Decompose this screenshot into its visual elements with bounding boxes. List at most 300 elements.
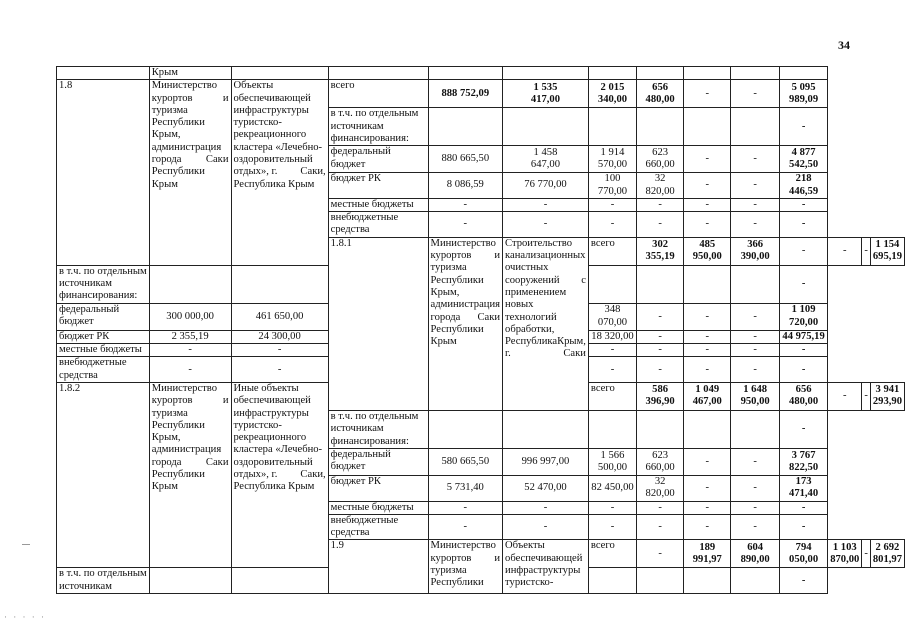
cell-line: администрация (151, 141, 222, 153)
federal-value-6 (731, 448, 780, 475)
federal-value-5 (684, 448, 731, 475)
cell-line: - (753, 310, 757, 322)
cell-line: 656 (652, 81, 669, 93)
cell-line: Крым, (430, 286, 460, 298)
cell-line: - (705, 455, 710, 467)
cell-line: Строительство (505, 237, 572, 249)
cell-line: бюджет (330, 158, 366, 170)
extra-value-1: - (428, 212, 502, 238)
local-value-3: - (588, 198, 636, 211)
rk-value-1: 2 355,19 (149, 330, 231, 343)
empty-cell (503, 108, 589, 146)
local-value-7: - (779, 501, 827, 514)
cell-line: инфраструктуры (233, 104, 309, 116)
rk-value-4: 32 820,00 (637, 475, 684, 501)
total-value-4 (779, 382, 827, 410)
cell-line: 050,00 (789, 553, 819, 565)
federal-value-1 (428, 448, 502, 475)
cell-line: бюджет (330, 461, 366, 473)
item-number: 1.8 (57, 80, 150, 265)
cell-line: Крым (430, 336, 457, 348)
cell-line: 880 665,50 (441, 153, 490, 165)
fin-label-incl (57, 568, 150, 594)
local-value-5: - (684, 501, 731, 514)
cell-line: применением новых (505, 286, 567, 311)
cell-line: - (864, 547, 868, 559)
cell-line: Министерство (151, 80, 218, 92)
local-value-6: - (731, 501, 780, 514)
fin-label-rk: бюджет РК (57, 330, 150, 343)
rk-value-4: - (637, 330, 684, 343)
cell-line: 950,00 (740, 396, 770, 408)
cell-line: Республики (151, 166, 205, 178)
local-value-4: - (637, 198, 684, 211)
responsible-org (149, 382, 231, 567)
scan-artifact: · · · · · (4, 612, 46, 622)
cell-line: 656 (795, 384, 812, 396)
cell-line: средства (330, 224, 370, 236)
cell-line: Республики (430, 577, 484, 589)
local-value-1: - (149, 344, 231, 357)
total-value-2 (684, 540, 731, 568)
item-number: 1.8.1 (328, 237, 428, 410)
fin-label-extra (328, 212, 428, 238)
local-value-1: - (428, 501, 502, 514)
federal-value-4 (637, 303, 684, 330)
cell-line: в т.ч. по отдельным (59, 265, 147, 277)
extra-value-4: - (637, 212, 684, 238)
empty-cell (231, 568, 328, 594)
extra-value-5: - (684, 514, 731, 540)
extra-value-7: - (779, 212, 827, 238)
cell-line: 4 877 (791, 147, 816, 158)
cell-line: обеспечивающей (505, 552, 583, 564)
cell-line: источникам (59, 580, 112, 592)
cell-line: курортов и (151, 92, 229, 104)
federal-value-3 (588, 448, 636, 475)
total-value-1 (637, 540, 684, 568)
cell-line: 348 070,00 (597, 304, 628, 328)
extra-value-3: - (588, 357, 636, 383)
extra-value-6: - (731, 212, 780, 238)
incl-dash: - (779, 108, 827, 146)
cell-line: курортов и (430, 250, 501, 262)
object-name (503, 237, 589, 410)
cell-line: 822,50 (789, 461, 819, 473)
cell-line: средства (59, 369, 98, 381)
local-value-4: - (637, 344, 684, 357)
extra-value-5: - (684, 357, 731, 383)
cell-line: обеспечивающей (233, 92, 311, 104)
federal-value-5 (684, 146, 731, 173)
cell-line: финансирования: (59, 290, 138, 302)
empty-cell (231, 67, 328, 80)
extra-value-6: - (731, 514, 780, 540)
total-value-5 (828, 237, 862, 265)
cell-line: туризма (151, 407, 188, 419)
local-value-5: - (684, 344, 731, 357)
cell-line: оздоровительный (233, 456, 313, 468)
cell-line: курортов и (430, 552, 501, 564)
rk-value-7: 44 975,19 (779, 330, 827, 343)
cell-line: обработки, (505, 323, 555, 335)
margin-mark (22, 544, 30, 545)
cell-line: туризма (430, 262, 467, 274)
cell-line: Объекты (505, 540, 545, 552)
cell-line: - (705, 310, 710, 322)
cell-line: 580 665,50 (441, 455, 490, 467)
total-value-6 (862, 382, 871, 410)
total-value-7 (870, 382, 904, 410)
total-value-6 (731, 80, 780, 108)
rk-value-3: 18 320,00 (588, 330, 636, 343)
cell-line: кластера «Лечебно- (233, 444, 323, 456)
empty-cell (588, 108, 636, 146)
cell-line: инфраструктуры (233, 407, 309, 419)
cell-line: в т.ч. по отдельным (330, 108, 419, 120)
cell-line: отдых», г. Саки, (233, 469, 326, 481)
local-value-3: - (588, 501, 636, 514)
object-name (503, 540, 589, 594)
cell-line: 794 (795, 541, 812, 553)
fin-label-incl (57, 265, 150, 303)
empty-cell (684, 67, 731, 80)
cell-line: 189 991,97 (692, 541, 722, 565)
cell-line: туристско- (233, 419, 282, 431)
federal-value-7 (779, 448, 827, 475)
total-value-4 (637, 80, 684, 108)
cell-line: в т.ч. по отдельным (330, 410, 419, 422)
local-value-2: - (503, 198, 589, 211)
cell-line: источникам (59, 278, 112, 290)
total-value-3 (731, 540, 780, 568)
fin-label-total: всего (588, 382, 636, 410)
total-value-5 (684, 80, 731, 108)
extra-value-6: - (731, 357, 780, 383)
cell-line: внебюджетные (59, 357, 127, 369)
cell-line: 989,09 (789, 93, 819, 105)
empty-cell (637, 265, 684, 303)
empty-cell (503, 410, 589, 448)
cell-line: 660,00 (645, 461, 675, 473)
responsible-org (428, 237, 502, 410)
cell-line: 2 692 (875, 541, 900, 553)
cell-line: г. Саки (505, 348, 586, 360)
cell-line: финансирования: (330, 435, 409, 447)
rk-value-6: - (731, 330, 780, 343)
extra-value-1: - (428, 514, 502, 540)
federal-value-3 (588, 303, 636, 330)
cell-line: - (705, 153, 710, 165)
fin-label-extra (57, 357, 150, 383)
cell-line: 604 890,00 (740, 541, 770, 565)
cell-line: 366 390,00 (740, 238, 770, 263)
cell-line: внебюджетные (330, 514, 399, 526)
cell-line: 870,00 (830, 553, 860, 565)
cell-line: - (842, 245, 847, 257)
local-value-2: - (503, 501, 589, 514)
rk-value-2: 52 470,00 (503, 475, 589, 501)
cell-line: 302 355,19 (645, 238, 675, 263)
rk-value-1: 5 731,40 (428, 475, 502, 501)
cell-line: 461 650,00 (255, 310, 304, 322)
cell-line: 500,00 (597, 461, 628, 473)
item-number: 1.8.2 (57, 382, 150, 567)
cell-line: Объекты (233, 80, 274, 92)
total-value-3 (731, 237, 780, 265)
rk-value-6: - (731, 173, 780, 199)
empty-cell (328, 67, 428, 80)
extra-value-7: - (779, 514, 827, 540)
cell-line: - (658, 547, 662, 559)
extra-value-7: - (779, 357, 827, 383)
fin-label-total: всего (328, 80, 428, 108)
cell-line: - (753, 153, 757, 165)
fin-label-rk: бюджет РК (328, 475, 428, 501)
empty-cell (637, 108, 684, 146)
total-value-4 (779, 540, 827, 568)
fin-label-extra (328, 514, 428, 540)
empty-cell (428, 108, 502, 146)
cell-line: 623 (652, 147, 669, 158)
incl-dash: - (779, 410, 827, 448)
cell-line: 480,00 (645, 93, 675, 105)
cell-line: в т.ч. по отдельным (59, 568, 147, 580)
empty-cell (588, 265, 636, 303)
empty-cell (231, 265, 328, 303)
cell-line: Иные объекты (233, 382, 299, 394)
local-value-2: - (231, 344, 328, 357)
rk-value-5: - (684, 173, 731, 199)
cell-line: 660,00 (645, 159, 675, 171)
empty-cell (731, 67, 780, 80)
federal-value-2 (503, 146, 589, 173)
cell-line: 996 997,00 (521, 455, 570, 467)
cell-line: 801,97 (872, 553, 902, 565)
federal-value-1 (149, 303, 231, 330)
cell-line: 300 000,00 (166, 310, 214, 322)
total-value-2 (684, 237, 731, 265)
object-name (231, 80, 328, 265)
empty-cell (684, 410, 731, 448)
empty-cell (428, 67, 502, 80)
cell-line: города Саки (430, 311, 501, 323)
fin-label-federal (328, 146, 428, 173)
cell-line: финансирования: (330, 132, 409, 144)
extra-value-5: - (684, 212, 731, 238)
cell-line: Республики (151, 117, 205, 129)
cell-line: 1 154 (875, 238, 900, 250)
cell-line: Республики (430, 274, 484, 286)
item-number: 1.9 (328, 540, 428, 594)
total-value-2 (684, 382, 731, 410)
extra-value-2: - (503, 514, 589, 540)
total-value-2 (503, 80, 589, 108)
cell-line: Крым, (151, 129, 181, 141)
extra-value-3: - (588, 514, 636, 540)
org-cell: Крым (149, 67, 231, 80)
empty-cell (731, 108, 780, 146)
cell-line: 1 566 (600, 449, 625, 461)
cell-line: туризма (151, 104, 188, 116)
cell-line: - (658, 310, 662, 322)
rk-value-7: 218 446,59 (779, 173, 827, 199)
cell-line: 542,50 (789, 159, 819, 171)
cell-line: 485 950,00 (692, 238, 722, 263)
local-value-1: - (428, 198, 502, 211)
cell-line: 480,00 (789, 396, 819, 408)
cell-line: 467,00 (692, 396, 722, 408)
cell-line: Министерство (430, 540, 496, 552)
cell-line: средства (330, 527, 370, 539)
empty-cell (588, 67, 636, 80)
cell-line: бюджет (59, 316, 94, 328)
cell-line: - (842, 390, 847, 402)
cell-line: - (705, 87, 710, 99)
total-value-3 (588, 80, 636, 108)
empty-cell (149, 265, 231, 303)
local-value-6: - (731, 198, 780, 211)
federal-value-7 (779, 303, 827, 330)
cell-line: 1 103 (832, 541, 857, 553)
cell-line: 888 752,09 (441, 87, 490, 99)
rk-value-2: 76 770,00 (503, 173, 589, 199)
cell-line: администрация (151, 444, 222, 456)
fin-label-local: местные бюджеты (328, 501, 428, 514)
cell-line: 1 914 (600, 147, 625, 158)
cell-line: администрация (430, 299, 501, 311)
fin-label-local: местные бюджеты (57, 344, 150, 357)
extra-value-4: - (637, 357, 684, 383)
page-number: 34 (838, 38, 850, 52)
cell-line: 586 396,90 (645, 384, 675, 408)
cell-line: 1 535 (533, 81, 558, 93)
cell-line: 417,00 (530, 93, 561, 105)
empty-cell (637, 568, 684, 594)
cell-line: очистных (505, 262, 549, 274)
cell-line: инфраструктуры (505, 565, 581, 577)
responsible-org (149, 80, 231, 265)
cell-line: - (864, 390, 868, 402)
fin-label-total: всего (588, 237, 636, 265)
total-value-6 (862, 540, 871, 568)
cell-line: обеспечивающей (233, 395, 311, 407)
row-1.8-total (57, 80, 905, 108)
federal-value-6 (731, 146, 780, 173)
total-value-1 (428, 80, 502, 108)
local-value-5: - (684, 198, 731, 211)
cell-line: 340,00 (597, 93, 628, 105)
fin-label-federal (328, 448, 428, 475)
cell-line: Крым (151, 178, 178, 190)
cell-line: Республики (151, 469, 205, 481)
empty-cell (588, 568, 636, 594)
total-value-7 (870, 237, 904, 265)
cell-line: курортов и (151, 395, 229, 407)
cell-line: - (753, 455, 757, 467)
cell-line: кластера «Лечебно- (233, 141, 323, 153)
rk-value-1: 8 086,59 (428, 173, 502, 199)
total-value-7 (870, 540, 904, 568)
federal-value-1 (428, 146, 502, 173)
cell-line: 720,00 (789, 316, 819, 328)
cell-line: рекреационного (233, 432, 307, 444)
rk-value-6: - (731, 475, 780, 501)
cell-line: отдых», г. Саки, (233, 166, 326, 178)
cell-line: 2 015 (600, 81, 625, 93)
cell-line: Министерство (151, 382, 218, 394)
cell-line: оздоровительный (233, 154, 313, 166)
cell-line: источникам (330, 423, 384, 435)
cell-line: Республики (151, 419, 205, 431)
empty-cell (779, 67, 827, 80)
cell-line: источникам (330, 120, 384, 132)
extra-value-2: - (231, 357, 328, 383)
empty-cell (588, 410, 636, 448)
object-name (231, 382, 328, 567)
cell-line: сооружений с (505, 274, 586, 286)
empty-cell (428, 410, 502, 448)
empty-cell (637, 410, 684, 448)
budget-table (56, 66, 905, 594)
incl-dash: - (779, 265, 827, 303)
federal-value-2 (231, 303, 328, 330)
total-value-6 (862, 237, 871, 265)
local-value-7: - (779, 344, 827, 357)
cell-line: 1 109 (791, 304, 816, 316)
cell-line: внебюджетные (330, 212, 399, 224)
federal-value-2 (503, 448, 589, 475)
cell-line: федеральный (59, 303, 120, 315)
cell-line: туристско- (505, 577, 554, 589)
cell-line: технологий (505, 311, 557, 323)
local-value-3: - (588, 344, 636, 357)
fin-label-incl (328, 108, 428, 146)
federal-value-6 (731, 303, 780, 330)
cell-line: рекреационного (233, 129, 307, 141)
cell-line: канализационных (505, 250, 586, 262)
cell-line: - (864, 245, 868, 257)
rk-value-7: 173 471,40 (779, 475, 827, 501)
federal-value-4 (637, 146, 684, 173)
cell-line: Республика Крым, (505, 336, 586, 348)
empty-cell (149, 568, 231, 594)
extra-value-1: - (149, 357, 231, 383)
fin-label-federal (57, 303, 150, 330)
cell-line: 623 (652, 449, 669, 461)
id-cell (57, 67, 150, 80)
cell-line: туризма (430, 565, 467, 577)
responsible-org (428, 540, 502, 594)
cell-line: 5 095 (791, 81, 816, 93)
extra-value-2: - (503, 212, 589, 238)
rk-value-3: 82 450,00 (588, 475, 636, 501)
local-value-7: - (779, 198, 827, 211)
rk-value-5: - (684, 330, 731, 343)
continuation-row (57, 67, 905, 80)
cell-line: Крым (151, 481, 178, 493)
total-value-5 (828, 382, 862, 410)
cell-line: - (753, 87, 757, 99)
empty-cell (684, 568, 731, 594)
cell-line: 1 049 (695, 384, 720, 396)
empty-cell (684, 108, 731, 146)
cell-line: города Саки (151, 154, 229, 166)
cell-line: Республика Крым (233, 178, 315, 190)
total-value-4 (779, 237, 827, 265)
fin-label-rk: бюджет РК (328, 173, 428, 199)
rk-value-4: 32 820,00 (637, 173, 684, 199)
